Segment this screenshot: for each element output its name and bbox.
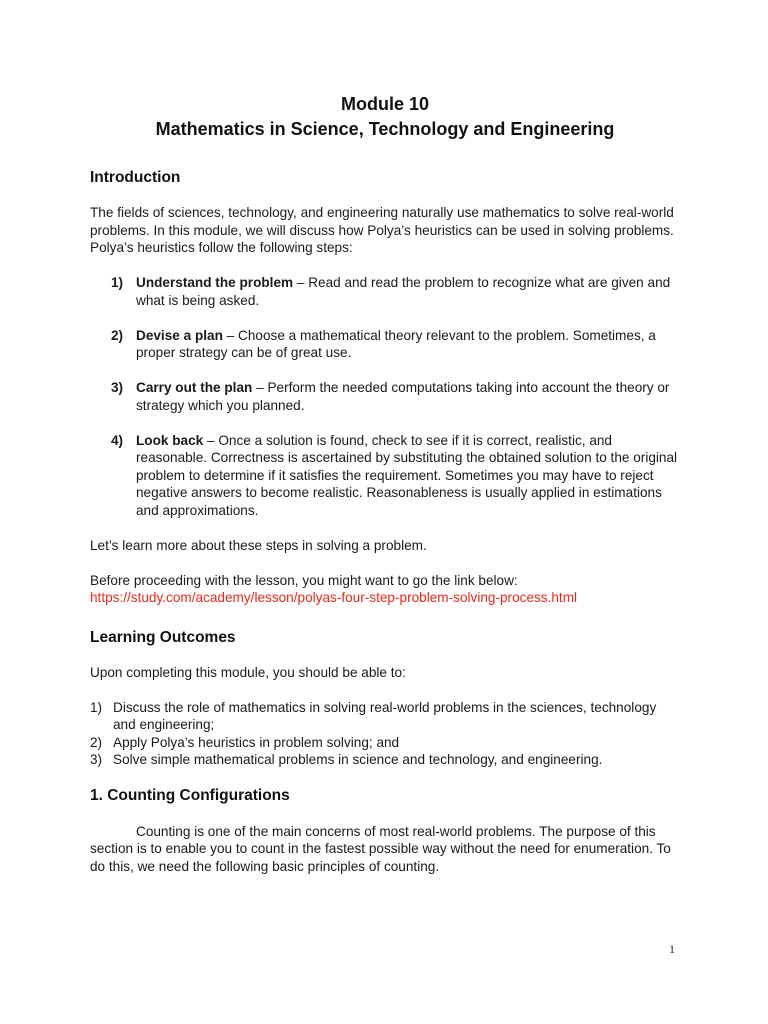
introduction-paragraph: The fields of sciences, technology, and engineering naturally use mathematics to solve real-world problems. In this module, we will discuss how Polya’s heuristics can be used in solving problems. Polya’s heuristics follow the following steps:	[90, 205, 674, 255]
outcome-number: 2)	[90, 734, 103, 750]
learning-outcomes-heading: Learning Outcomes	[90, 628, 236, 646]
step-text: – Perform the needed computations taking into account the theory or strategy which you planned.	[136, 380, 670, 413]
polya-step-1	[90, 274, 680, 309]
step-heading: Devise a plan	[136, 327, 223, 343]
outcome-2	[90, 734, 680, 752]
step-number: 3)	[111, 380, 124, 395]
outcome-number: 1)	[90, 699, 103, 715]
step-number: 4)	[111, 432, 124, 448]
outcome-text: Solve simple mathematical problems in science and technology, and engineering.	[113, 752, 603, 767]
step-number: 1)	[111, 275, 124, 290]
link-intro-text: Before proceeding with the lesson, you might want to go the link below:	[90, 572, 518, 588]
counting-configurations-heading: 1. Counting Configurations	[90, 786, 290, 804]
introduction-closing: Let’s learn more about these steps in solving a problem.	[90, 537, 427, 553]
outcome-text: Discuss the role of mathematics in solving real-world problems in the sciences, technology and engineering;	[113, 699, 657, 732]
document-page	[90, 92, 680, 875]
page-number: 1	[669, 942, 675, 956]
step-heading: Understand the problem	[136, 275, 294, 290]
step-text: – Once a solution is found, check to see if it is correct, realistic, and reasonable. Correctness is ascertained by substituting the obtained solution to the original problem to determine if it satisfies the requirement. Sometimes you may have to reject negative answers to become realistic. Reasonableness is usually applied in estimations and approximations.	[136, 432, 678, 518]
learning-outcomes-intro: Upon completing this module, you should be able to:	[90, 664, 406, 680]
step-text: – Choose a mathematical theory relevant to the problem. Sometimes, a proper strategy can be of great use.	[136, 327, 656, 360]
step-number: 2)	[111, 327, 124, 343]
module-number: Module 10	[340, 94, 429, 114]
outcome-3	[90, 751, 680, 769]
counting-paragraph: Counting is one of the main concerns of most real-world problems. The purpose of this section is to enable you to count in the fastest possible way without the need for enumeration. To do this, we need the following basic principles of counting.	[90, 823, 671, 874]
polya-step-3	[90, 379, 680, 414]
learning-outcomes-list	[90, 699, 680, 769]
polya-step-4	[90, 432, 680, 520]
module-title: Mathematics in Science, Technology and Engineering	[155, 119, 615, 139]
polya-steps-list	[90, 274, 680, 519]
introduction-heading: Introduction	[90, 169, 181, 186]
outcome-number: 3)	[90, 752, 103, 767]
study-com-link[interactable]: https://study.com/academy/lesson/polyas-four-step-problem-solving-process.html	[90, 590, 578, 605]
step-heading: Look back	[136, 432, 204, 448]
outcome-text: Apply Polya’s heuristics in problem solving; and	[113, 734, 400, 750]
outcome-1	[90, 699, 680, 734]
polya-step-2	[90, 327, 680, 362]
step-heading: Carry out the plan	[136, 380, 253, 395]
step-text: – Read and read the problem to recognize what are given and what is being asked.	[136, 275, 671, 308]
